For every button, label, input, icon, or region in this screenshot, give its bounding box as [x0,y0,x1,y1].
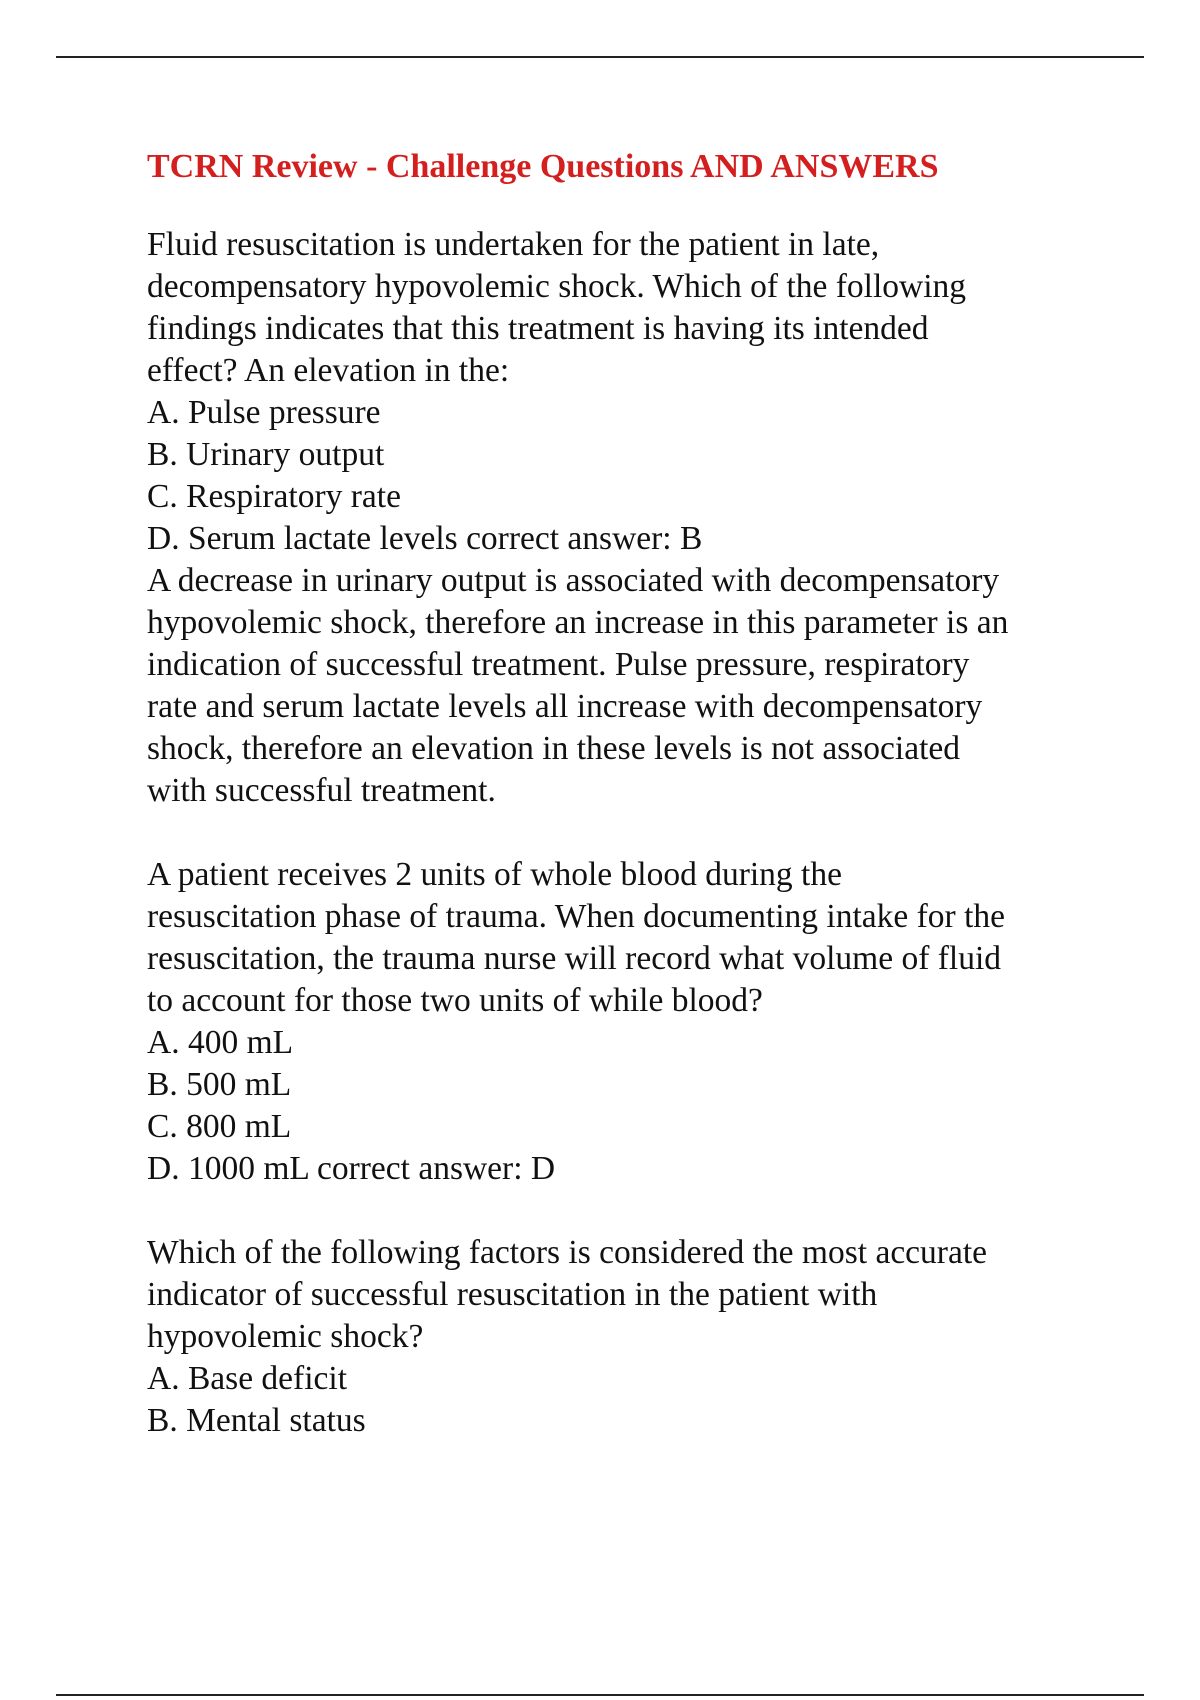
question-1-option-d: D. Serum lactate levels correct answer: B [147,520,703,557]
question-3-stem-line: indicator of successful resuscitation in the patient with [147,1276,878,1313]
question-1-option-c: C. Respiratory rate [147,478,401,515]
question-1-rationale-line: A decrease in urinary output is associated with decompensatory [147,562,1000,599]
bottom-rule [56,1694,1144,1696]
question-3-stem-line: hypovolemic shock? [147,1318,424,1355]
question-1-rationale-line: hypovolemic shock, therefore an increase in this parameter is an [147,604,1009,641]
question-1-rationale-line: with successful treatment. [147,772,496,809]
question-2-option-b: B. 500 mL [147,1066,292,1103]
question-2-option-a: A. 400 mL [147,1024,294,1061]
top-rule [56,56,1144,58]
paragraph-spacer [147,1190,1087,1232]
question-1-rationale-line: indication of successful treatment. Pulse pressure, respiratory [147,646,970,683]
question-2-stem-line: to account for those two units of while blood? [147,982,763,1019]
question-2-stem-line: resuscitation, the trauma nurse will record what volume of fluid [147,940,1002,977]
question-2-stem-line: A patient receives 2 units of whole blood during the [147,856,842,893]
question-1-option-b: B. Urinary output [147,436,385,473]
question-1-option-a: A. Pulse pressure [147,394,381,431]
document-title: TCRN Review - Challenge Questions AND ANSWERS [147,148,939,185]
question-1-rationale-line: shock, therefore an elevation in these levels is not associated [147,730,961,767]
question-1-stem-line: Fluid resuscitation is undertaken for the patient in late, [147,226,880,263]
question-2-option-c: C. 800 mL [147,1108,292,1145]
question-3-option-a: A. Base deficit [147,1360,348,1397]
question-1 [147,224,1087,812]
document-body [147,146,1087,1442]
question-3-option-b: B. Mental status [147,1402,366,1439]
question-1-stem-line: effect? An elevation in the: [147,352,510,389]
question-1-stem-line: findings indicates that this treatment is having its intended [147,310,929,347]
question-1-rationale-line: rate and serum lactate levels all increase with decompensatory [147,688,983,725]
question-2-stem-line: resuscitation phase of trauma. When documenting intake for the [147,898,1006,935]
question-3 [147,1232,1087,1442]
question-1-stem-line: decompensatory hypovolemic shock. Which of the following [147,268,967,305]
paragraph-spacer [147,812,1087,854]
question-2-option-d: D. 1000 mL correct answer: D [147,1150,556,1187]
question-2 [147,854,1087,1190]
question-3-stem-line: Which of the following factors is considered the most accurate [147,1234,988,1271]
